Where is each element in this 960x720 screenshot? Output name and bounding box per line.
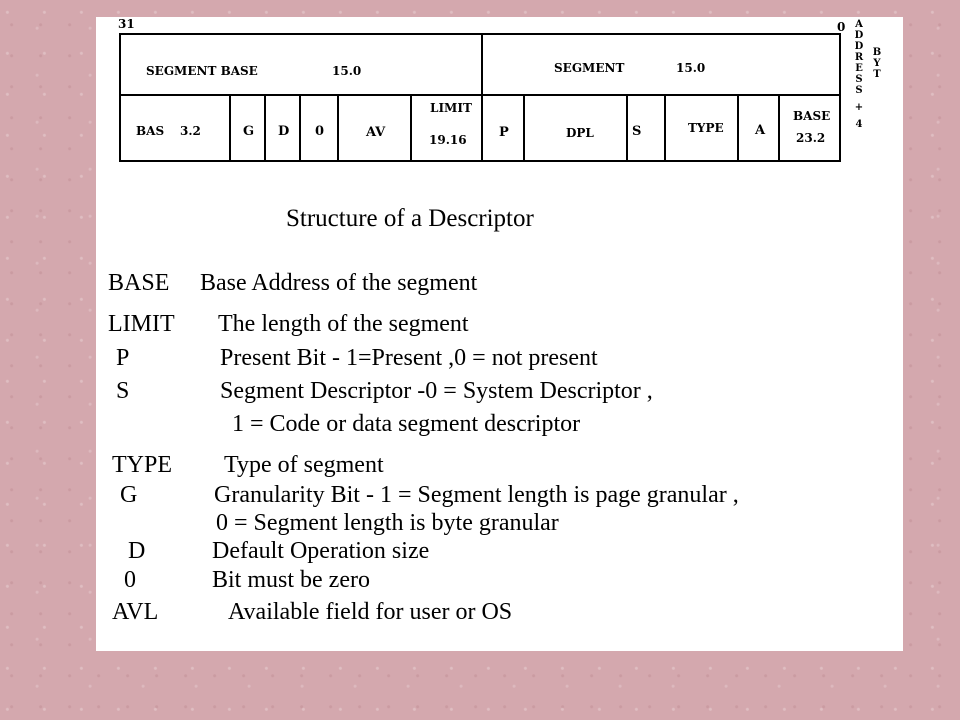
bit-31-label: 31 <box>118 17 135 31</box>
definition-desc: The length of the segment <box>218 311 469 337</box>
base-23-16-sub: 23.2 <box>796 131 826 145</box>
s-cell: S <box>632 124 642 139</box>
definition-term: S <box>116 378 130 404</box>
address-letter: E <box>855 63 863 74</box>
definition-term: AVL <box>112 599 159 625</box>
definition-term: D <box>128 538 146 564</box>
base-23-16-label: BASE <box>793 109 831 123</box>
definition-desc: 0 = Segment length is byte granular <box>216 510 559 536</box>
definition-term: 0 <box>124 567 136 593</box>
definition-desc: Default Operation size <box>212 538 430 564</box>
address-plus-4-label <box>854 19 864 130</box>
diagram-caption: Structure of a Descriptor <box>286 205 534 232</box>
limit-19-16-sub: 19.16 <box>429 133 467 147</box>
definition-term: LIMIT <box>108 311 175 337</box>
base-31-24-label: BAS <box>136 124 165 138</box>
dpl-cell: DPL <box>566 126 594 140</box>
definition-desc: Present Bit - 1=Present ,0 = not present <box>220 345 598 371</box>
p-cell: P <box>499 125 509 140</box>
address-letter: R <box>854 52 864 63</box>
definition-term: BASE <box>108 270 170 296</box>
address-letter: S <box>855 85 863 96</box>
address-letter: D <box>854 41 864 52</box>
d-cell: D <box>278 124 290 139</box>
g-cell: G <box>243 124 255 139</box>
definition-desc: Available field for user or OS <box>228 599 513 625</box>
definition-term: G <box>120 482 138 508</box>
definition-term: P <box>116 345 130 371</box>
address-letter: + <box>854 102 864 113</box>
address-letter: D <box>854 30 864 41</box>
a-cell: A <box>755 123 766 138</box>
type-cell: TYPE <box>688 121 724 135</box>
definition-desc: Granularity Bit - 1 = Segment length is page granular , <box>214 482 739 508</box>
segment-base-cell-sub: 15.0 <box>332 64 362 78</box>
definition-desc: Type of segment <box>224 452 384 478</box>
definition-desc: Bit must be zero <box>212 567 370 593</box>
bit-0-label: 0 <box>837 20 846 34</box>
segment-limit-cell-sub: 15.0 <box>676 61 706 75</box>
address-letter: 4 <box>855 119 863 130</box>
zero-cell: 0 <box>315 124 325 139</box>
descriptor-diagram <box>96 17 903 177</box>
byte-letter: Y <box>873 58 881 69</box>
byte-letter: B <box>872 47 882 58</box>
definition-desc: Base Address of the segment <box>200 270 478 296</box>
segment-limit-cell-label: SEGMENT <box>554 61 625 75</box>
byte-letter: T <box>873 69 881 80</box>
definition-desc: 1 = Code or data segment descriptor <box>232 411 581 437</box>
limit-19-16-label: LIMIT <box>430 101 472 115</box>
descriptor-outer-box <box>120 34 840 161</box>
address-letter: S <box>855 74 863 85</box>
segment-base-cell-label: SEGMENT BASE <box>146 64 258 78</box>
slide <box>96 17 903 651</box>
base-31-24-sub: 3.2 <box>180 124 201 138</box>
avl-cell: AV <box>366 125 386 140</box>
definition-term: TYPE <box>112 452 172 478</box>
address-letter: A <box>855 19 863 30</box>
byte-label <box>872 47 882 80</box>
definition-desc: Segment Descriptor -0 = System Descriptor , <box>220 378 653 404</box>
